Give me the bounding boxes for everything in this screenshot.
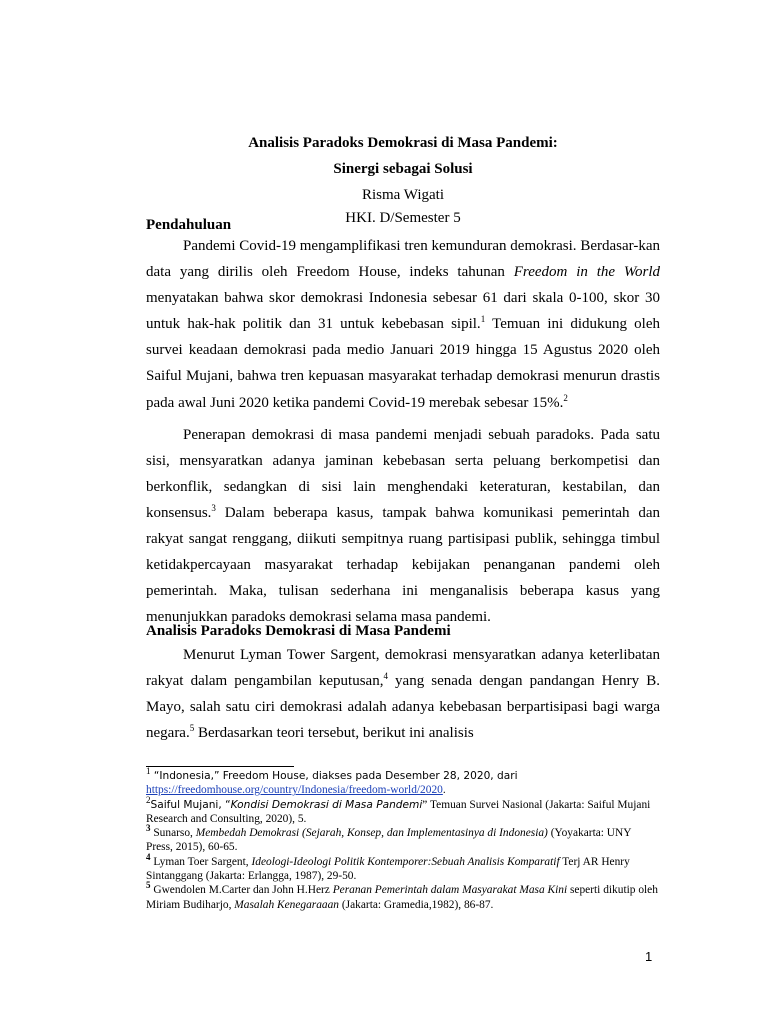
paragraph-2-text-b: Dalam beberapa kasus, tampak bahwa komunikasi pemerintah dan rakyat sangat renggang, diikuti sempitnya ruang partisipasi publik, sehingga timbul ketidakpercayaan masyarakat terhadap kebijakan penanganan pandemi oleh pemerintah. Maka, tulisan sederhana ini menganalisis beberapa kasus yang menunjukkan paradoks demokrasi selama masa pandemi. [146,504,660,626]
footnote-4-marker: 4 [146,851,151,862]
footnote-1-text: “Indonesia,” Freedom House, diakses pada Desember 28, 2020, dari [150,770,518,782]
document-subtitle: Sinergi sebagai Solusi [333,161,473,177]
paragraph-1 [146,233,660,416]
paragraph-2-text-a: Penerapan demokrasi di masa pandemi menjadi sebuah paradoks. Pada satu sisi, mensyaratkan adanya jaminan kebebasan serta peluang berkompetisi dan berkonflik, sedangkan di sisi lain menghendaki keteraturan, kestabilan, dan konsensus. [146,426,660,521]
footnote-2-text-b: ” Temuan Survei Nasional (Jakarta: Saiful Mujani Research and Consulting, 2020), 5. [146,798,651,825]
section-body-analisis [146,642,660,746]
footnote-3-text-b: (Yoyakarta: UNY Press, 2015), 60-65. [146,827,632,854]
paragraph-1-text-b: menyatakan bahwa skor demokrasi Indonesia sebesar 61 dari skala 0-100, skor 30 untuk hak-hak politik dan 31 untuk kebebasan sipil. [146,290,660,333]
footnote-5-italic-2: Masalah Kenegaraaan [234,898,340,911]
paragraph-2 [146,422,660,631]
footnote-1-marker: 1 [146,766,151,777]
footnote-1 [146,766,660,798]
footnote-1-after: . [442,784,446,797]
footnote-5 [146,880,660,912]
footnote-5-text-a: Gwendolen M.Carter dan John H.Herz [150,884,333,897]
author-affiliation: HKI. D/Semester 5 [345,210,461,226]
footnote-ref-2[interactable]: 2 [563,392,568,403]
paragraph-1-text-c: Temuan ini didukung oleh survei keadaan demokrasi pada medio Januari 2019 hingga 15 Agustus 2020 oleh Saiful Mujani, bahwa tren kepuasan masyarakat terhadap demokrasi menurun drastis pada awal Juni 2020 ketika pandemi Covid-19 merebak sebesar 15%. [146,316,661,411]
footnote-separator [146,766,294,767]
paragraph-3-text-b: yang senada dengan pandangan Henry B. Mayo, salah satu ciri demokrasi adalah adanya kebebasan berpartisipasi bagi warga negara. [146,673,660,742]
footnote-4-text-a: Lyman Toer Sargent, [150,855,252,868]
footnote-ref-5[interactable]: 5 [189,723,195,734]
section-body-pendahuluan [146,233,660,630]
footnote-5-italic: Peranan Pemerintah dalam Masyarakat Masa Kini [332,884,568,897]
paragraph-1-text-a: Pandemi Covid-19 mengamplifikasi tren kemunduran demokrasi. Berdasar-kan data yang dirilis oleh Freedom House, indeks tahunan [146,238,660,281]
footnote-4 [146,851,660,884]
footnote-2-italic: Kondisi Demokrasi di Masa Pandemi [230,798,423,811]
paragraph-1-italic: Freedom in the World [513,264,660,281]
footnote-ref-3[interactable]: 3 [211,502,216,513]
footnote-3 [146,823,660,855]
footnote-2 [146,794,660,827]
footnote-5-text-b: seperti dikutip oleh Miriam Budiharjo, [146,884,658,911]
footnote-3-text-a: Sunarso, [150,827,196,840]
author-name: Risma Wigati [361,187,445,203]
footnote-1-link[interactable]: https://freedomhouse.org/country/Indonesia/freedom-world/2020 [146,784,443,797]
section-heading-pendahuluan: Pendahuluan [146,217,232,233]
document-title: Analisis Paradoks Demokrasi di Masa Pandemi: [248,135,558,151]
paragraph-3-text-c: Berdasarkan teori tersebut, berikut ini analisis [194,725,474,742]
footnote-5-marker: 5 [146,880,151,891]
footnote-2-text-a: Saiful Mujani, “ [150,798,231,811]
footnote-5-text-c: (Jakarta: Gramedia,1982), 86-87. [339,898,494,911]
footnotes [146,766,660,912]
footnote-ref-4[interactable]: 4 [383,671,388,682]
section-heading-analisis: Analisis Paradoks Demokrasi di Masa Pandemi [146,623,451,639]
paragraph-3-text-a: Menurut Lyman Tower Sargent, demokrasi mensyaratkan adanya keterlibatan rakyat dalam pengambilan keputusan, [146,647,660,690]
title-block [146,132,660,230]
paragraph-3 [146,642,660,746]
footnote-3-marker: 3 [146,823,151,834]
footnote-4-text-b: Terj AR Henry Sintanggang (Jakarta: Erlangga, 1987), 29-50. [146,855,630,883]
footnote-3-italic: Membedah Demokrasi (Sejarah, Konsep, dan Implementasinya di Indonesia) [195,827,548,840]
footnote-4-italic: Ideologi-Ideologi Politik Kontemporer:Sebuah Analisis Komparatif [251,855,560,868]
footnote-2-marker: 2 [146,794,151,805]
page-number: 1 [645,949,653,964]
footnote-ref-1[interactable]: 1 [480,314,486,325]
